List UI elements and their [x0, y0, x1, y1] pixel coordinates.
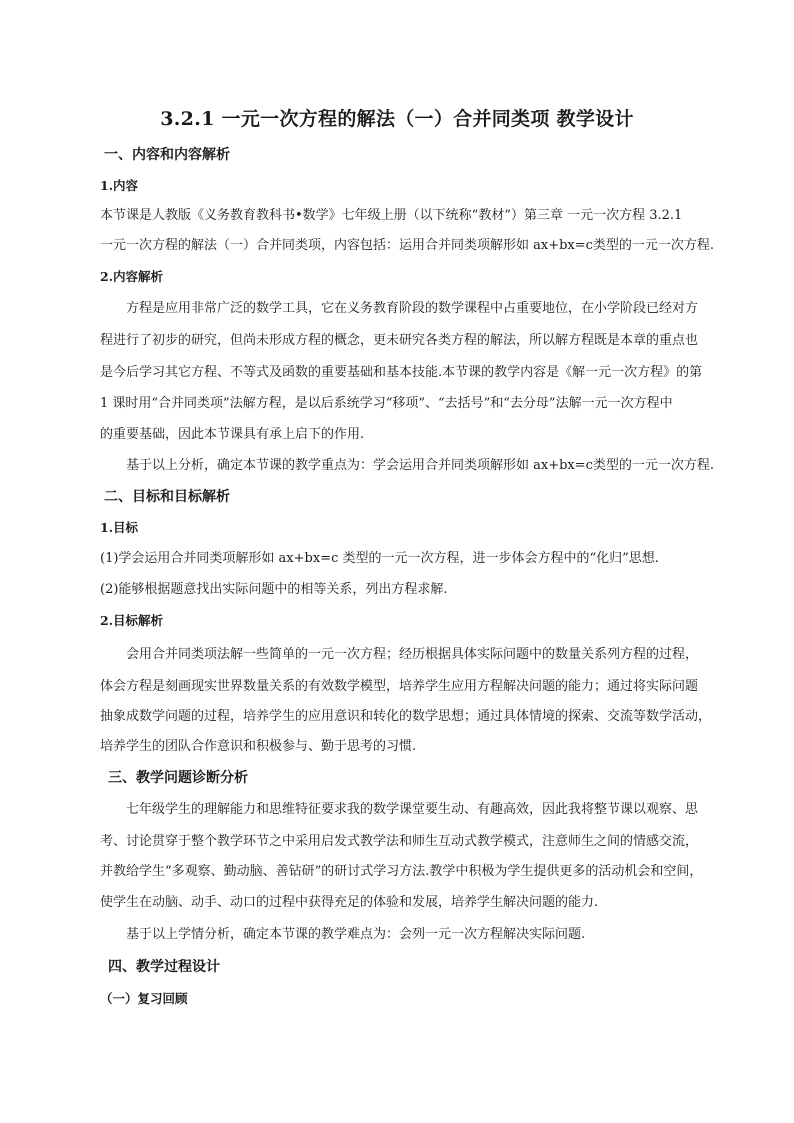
paragraph-line: (2)能够根据题意找出实际问题中的相等关系，列出方程求解.	[100, 582, 448, 597]
paragraph-line: 是今后学习其它方程、不等式及函数的重要基础和基本技能.本节课的教学内容是《解一元一次方程》的第	[100, 365, 703, 380]
paragraph-line: (1)学会运用合并同类项解形如 ax+bx=c 类型的一元一次方程，进一步体会方程中的“化归”思想.	[100, 551, 659, 566]
paragraph-line: 七年级学生的理解能力和思维特征要求我的数学课堂要生动、有趣高效，因此我将整节课以观察、思	[126, 802, 699, 817]
subheading-goals: 1.目标	[100, 520, 139, 535]
paragraph-line: 培养学生的团队合作意识和积极参与、勤于思考的习惯.	[100, 739, 417, 754]
subheading-content-analysis: 2.内容解析	[100, 269, 164, 284]
section-heading-diagnosis: 三、教学问题诊断分析	[108, 770, 248, 786]
paragraph-line: 1 课时用“合并同类项”法解方程，是以后系统学习“移项”、“去括号”和“去分母”法解一元一次方程中	[100, 396, 673, 411]
paragraph-line: 抽象成数学问题的过程，培养学生的应用意识和转化的数学思想；通过具体情境的探索、交流等数学活动，	[100, 709, 712, 724]
paragraph-line: 一元一次方程的解法（一）合并同类项，内容包括：运用合并同类项解形如 ax+bx=c类型的一元一次方程.	[100, 238, 715, 253]
document-title: 3.2.1 一元一次方程的解法（一）合并同类项 教学设计	[160, 108, 634, 130]
paragraph-line: 会用合并同类项法解一些简单的一元一次方程；经历根据具体实际问题中的数量关系列方程的过程，	[126, 647, 699, 662]
paragraph-line: 考、讨论贯穿于整个教学环节之中采用启发式教学法和师生互动式教学模式，注意师生之间的情感交流，	[100, 834, 699, 849]
paragraph-line: 使学生在动脑、动手、动口的过程中获得充足的体验和发展，培养学生解决问题的能力.	[100, 895, 599, 910]
paragraph-line: 基于以上分析，确定本节课的教学重点为：学会运用合并同类项解形如 ax+bx=c类型的一元一次方程.	[126, 458, 715, 473]
paragraph-line: 基于以上学情分析，确定本节课的教学难点为：会列一元一次方程解决实际问题.	[126, 927, 586, 942]
section-heading-content: 一、内容和内容解析	[104, 147, 230, 163]
subheading-review: （一）复习回顾	[100, 991, 188, 1006]
paragraph-line: 的重要基础，因此本节课具有承上启下的作用.	[100, 427, 365, 442]
paragraph-line: 本节课是人教版《义务教育教科书•数学》七年级上册（以下统称“教材”）第三章 一元一次方程 3.2.1	[100, 208, 683, 223]
paragraph-line: 程进行了初步的研究，但尚未形成方程的概念，更未研究各类方程的解法，所以解方程既是本章的重点也	[100, 333, 699, 348]
paragraph-line: 方程是应用非常广泛的数学工具，它在义务教育阶段的数学课程中占重要地位，在小学阶段已经对方	[126, 301, 699, 316]
paragraph-line: 并教给学生“多观察、勤动脑、善钻研”的研讨式学习方法.教学中积极为学生提供更多的活动机会和空间，	[100, 864, 703, 879]
subheading-goals-analysis: 2.目标解析	[100, 613, 164, 628]
subheading-content: 1.内容	[100, 178, 139, 193]
paragraph-line: 体会方程是刻画现实世界数量关系的有效数学模型，培养学生应用方程解决问题的能力；通过将实际问题	[100, 679, 699, 694]
section-heading-goals: 二、目标和目标解析	[104, 489, 230, 505]
section-heading-process: 四、教学过程设计	[108, 959, 220, 975]
